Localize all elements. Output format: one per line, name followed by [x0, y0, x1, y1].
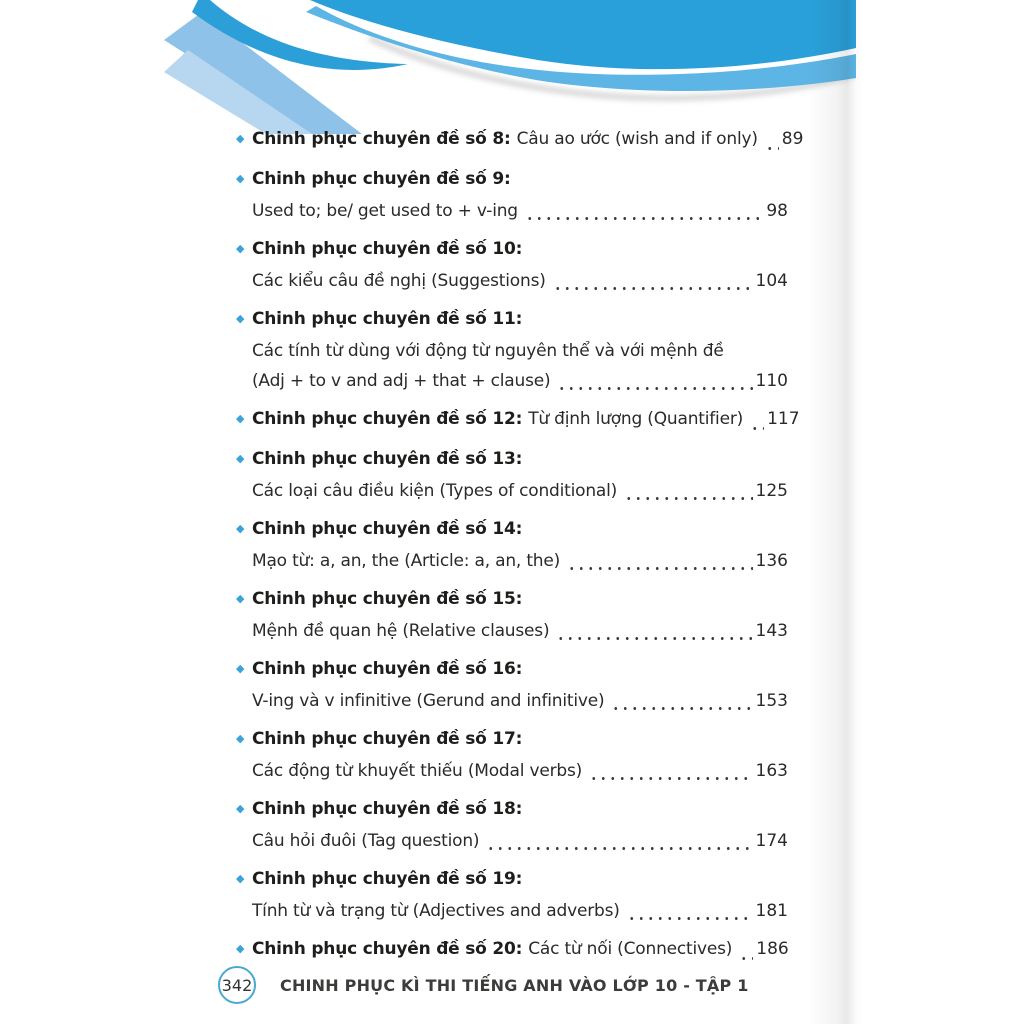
dot-leader [765, 146, 779, 151]
toc-page-number: 163 [755, 761, 788, 781]
toc-page-number: 104 [755, 271, 788, 291]
toc-page-number: 186 [756, 939, 789, 959]
diamond-bullet-icon: ◆ [236, 132, 245, 145]
toc-entry-heading: Chinh phục chuyên đề số 13: [252, 449, 523, 469]
toc-item [236, 654, 788, 716]
dot-leader [750, 426, 764, 431]
toc-subline-text: Các động từ khuyết thiếu (Modal verbs) [252, 761, 583, 781]
toc-subline-text: Mạo từ: a, an, the (Article: a, an, the) [252, 551, 561, 571]
toc-subline-text: Các tính từ dùng với động từ nguyên thể và với mệnh đề [252, 341, 724, 361]
dot-leader [627, 916, 753, 921]
toc-item [236, 514, 788, 576]
diamond-bullet-icon: ◆ [236, 942, 245, 955]
diamond-bullet-icon: ◆ [236, 312, 245, 325]
toc-entry-subline [236, 366, 788, 396]
dot-leader [739, 956, 753, 961]
toc-item [236, 444, 788, 506]
toc-page-number: 181 [755, 901, 788, 921]
toc-item [236, 304, 788, 396]
toc-page-number: 136 [755, 551, 788, 571]
toc-item [236, 794, 788, 856]
toc-subline-text: Used to; be/ get used to + v-ing [252, 201, 518, 221]
folio-number-badge [218, 966, 256, 1004]
toc-entry-heading-row [236, 864, 788, 896]
toc-subline-text: (Adj + to v and adj + that + clause) [252, 371, 551, 391]
toc-entry-subline [236, 896, 788, 926]
toc-entry-heading: Chinh phục chuyên đề số 20: [252, 939, 523, 959]
toc-entry-subline [236, 756, 788, 786]
toc-entry-heading-row [236, 234, 788, 266]
toc-entry-heading: Chinh phục chuyên đề số 12: [252, 409, 523, 429]
toc-entry-heading-row [236, 444, 788, 476]
toc-item [236, 724, 788, 786]
toc-entry-subline [236, 196, 788, 226]
toc-entry-subline [236, 616, 788, 646]
toc-page-number: 153 [755, 691, 788, 711]
toc-entry-title: Các từ nối (Connectives) [528, 939, 733, 959]
toc-entry-heading: Chinh phục chuyên đề số 15: [252, 589, 523, 609]
toc-entry-heading-row [236, 584, 788, 616]
toc-item [236, 864, 788, 926]
page-footer [218, 966, 749, 1004]
dot-leader [567, 566, 753, 571]
toc-entry-heading: Chinh phục chuyên đề số 10: [252, 239, 523, 259]
dot-leader [589, 776, 752, 781]
toc-subline-text: Tính từ và trạng từ (Adjectives and adverbs) [252, 901, 620, 921]
wave-header-decoration [164, 0, 856, 134]
diamond-bullet-icon: ◆ [236, 412, 245, 425]
toc-entry-subline [236, 826, 788, 856]
toc-entry-heading-row [236, 124, 804, 156]
toc-entry-heading: Chinh phục chuyên đề số 17: [252, 729, 523, 749]
toc-item [236, 164, 788, 226]
diamond-bullet-icon: ◆ [236, 662, 245, 675]
toc-subline-text: Các kiểu câu đề nghị (Suggestions) [252, 271, 546, 291]
diamond-bullet-icon: ◆ [236, 452, 245, 465]
toc-entry-subline [236, 336, 788, 366]
toc-subline-text: Mệnh đề quan hệ (Relative clauses) [252, 621, 550, 641]
toc-subline-text: Các loại câu điều kiện (Types of conditional) [252, 481, 618, 501]
dot-leader [556, 636, 752, 641]
toc-page-number: 110 [755, 371, 788, 391]
dot-leader [557, 386, 752, 391]
toc-entry-heading-row [236, 654, 788, 686]
toc-entry-heading: Chinh phục chuyên đề số 14: [252, 519, 523, 539]
toc-entry-heading: Chinh phục chuyên đề số 19: [252, 869, 523, 889]
toc-item [236, 404, 800, 436]
toc-page-number: 125 [755, 481, 788, 501]
diamond-bullet-icon: ◆ [236, 732, 245, 745]
toc-entry-heading-row [236, 164, 788, 196]
toc-entry-title: Câu ao ước (wish and if only) [516, 129, 758, 149]
page-edge-shadow [808, 0, 862, 1024]
toc-page-number: 174 [755, 831, 788, 851]
toc-entry-heading: Chinh phục chuyên đề số 11: [252, 309, 523, 329]
diamond-bullet-icon: ◆ [236, 592, 245, 605]
toc-entry-subline [236, 546, 788, 576]
toc-list [236, 124, 804, 974]
toc-entry-heading: Chinh phục chuyên đề số 16: [252, 659, 523, 679]
toc-entry-heading-row [236, 794, 788, 826]
dot-leader [553, 286, 753, 291]
toc-item [236, 124, 804, 156]
toc-subline-text: Câu hỏi đuôi (Tag question) [252, 831, 480, 851]
book-title: CHINH PHỤC KÌ THI TIẾNG ANH VÀO LỚP 10 - TẬP 1 [280, 975, 749, 995]
diamond-bullet-icon: ◆ [236, 242, 245, 255]
dot-leader [486, 846, 752, 851]
toc-entry-heading: Chinh phục chuyên đề số 8: [252, 129, 511, 149]
dot-leader [624, 496, 752, 501]
toc-entry-title: Từ định lượng (Quantifier) [528, 409, 744, 429]
toc-page-number: 89 [781, 129, 804, 149]
toc-entry-heading-row [236, 404, 800, 436]
toc-page-number: 98 [766, 201, 788, 221]
folio-number: 342 [221, 975, 253, 995]
toc-entry-heading-row [236, 934, 788, 966]
diamond-bullet-icon: ◆ [236, 872, 245, 885]
toc-entry-heading-row [236, 304, 788, 336]
diamond-bullet-icon: ◆ [236, 172, 245, 185]
toc-entry-heading-row [236, 514, 788, 546]
toc-entry-heading: Chinh phục chuyên đề số 18: [252, 799, 523, 819]
toc-entry-heading: Chinh phục chuyên đề số 9: [252, 169, 511, 189]
toc-entry-heading-row [236, 724, 788, 756]
toc-entry-subline [236, 266, 788, 296]
diamond-bullet-icon: ◆ [236, 802, 245, 815]
dot-leader [525, 216, 763, 221]
toc-page-number: 117 [767, 409, 800, 429]
toc-item [236, 584, 788, 646]
dot-leader [611, 706, 752, 711]
wave-graphic [164, 0, 856, 134]
diamond-bullet-icon: ◆ [236, 522, 245, 535]
toc-item [236, 934, 788, 966]
toc-entry-subline [236, 476, 788, 506]
toc-subline-text: V-ing và v infinitive (Gerund and infinitive) [252, 691, 605, 711]
toc-entry-subline [236, 686, 788, 716]
toc-page-number: 143 [755, 621, 788, 641]
toc-item [236, 234, 788, 296]
